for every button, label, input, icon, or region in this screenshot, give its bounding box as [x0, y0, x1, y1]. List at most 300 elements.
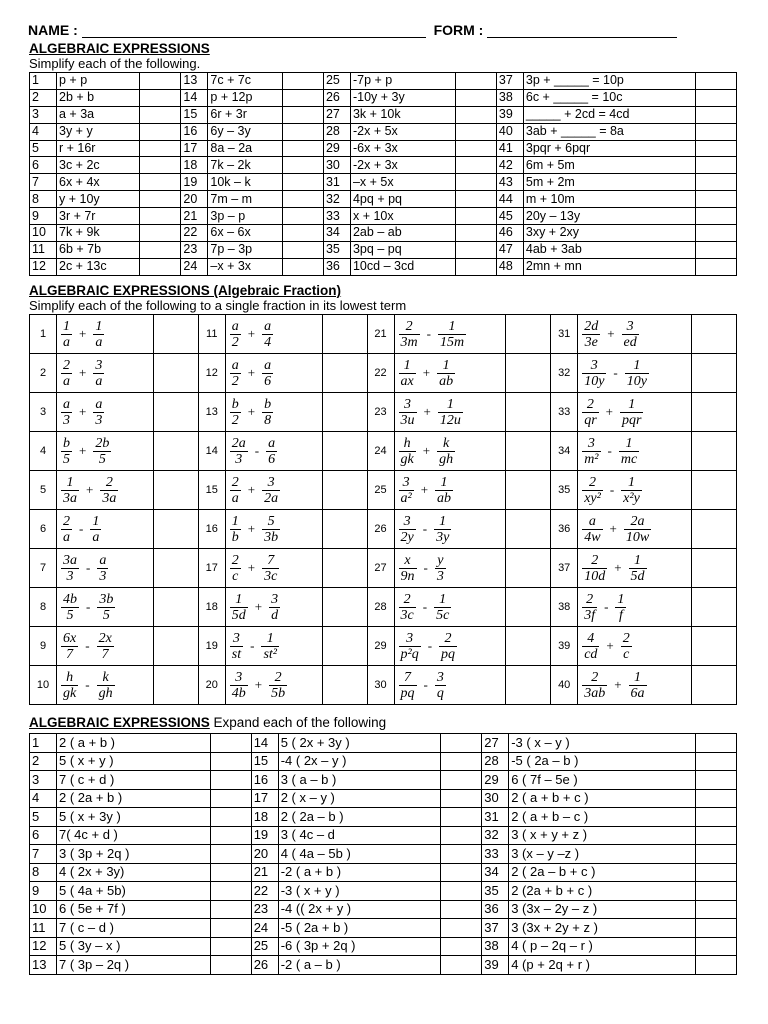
answer-cell[interactable] [153, 471, 198, 510]
question-number: 11 [198, 315, 225, 354]
question-number: 36 [482, 900, 509, 919]
answer-cell[interactable] [696, 258, 737, 275]
answer-cell[interactable] [455, 258, 496, 275]
numerator: h [399, 436, 416, 452]
question-number: 24 [251, 919, 278, 938]
answer-cell[interactable] [696, 140, 737, 157]
answer-cell[interactable] [696, 863, 737, 882]
question-number: 15 [181, 106, 208, 123]
answer-cell[interactable] [455, 241, 496, 258]
question-number: 12 [30, 937, 57, 956]
answer-cell[interactable] [696, 106, 737, 123]
answer-cell[interactable] [506, 549, 551, 588]
denominator: 8 [264, 412, 272, 428]
answer-cell[interactable] [692, 627, 737, 666]
fraction-expression [578, 315, 692, 354]
question-expression: 3p + _____ = 10p [523, 73, 695, 90]
answer-cell[interactable] [696, 225, 737, 242]
question-number: 31 [482, 808, 509, 827]
fraction-expression [394, 510, 506, 549]
fraction [582, 514, 602, 545]
table-row [30, 627, 737, 666]
answer-cell[interactable] [322, 627, 367, 666]
answer-cell[interactable] [210, 900, 251, 919]
answer-cell[interactable] [441, 845, 482, 864]
answer-cell[interactable] [322, 432, 367, 471]
answer-cell[interactable] [455, 225, 496, 242]
denominator: 5c [436, 607, 450, 623]
answer-cell[interactable] [282, 140, 323, 157]
question-number: 21 [367, 315, 394, 354]
table-row [30, 191, 737, 208]
answer-cell[interactable] [696, 789, 737, 808]
section1-instruction: Simplify each of the following. [29, 56, 201, 71]
denominator: 3c [400, 607, 414, 623]
answer-cell[interactable] [140, 174, 181, 191]
table-row [30, 106, 737, 123]
answer-cell[interactable] [506, 471, 551, 510]
question-expression: 5 ( 4a + 5b) [57, 882, 211, 901]
question-number: 10 [30, 666, 57, 705]
table-row [30, 510, 737, 549]
denominator: a [92, 529, 100, 545]
question-number: 41 [496, 140, 523, 157]
operator: + [79, 404, 87, 419]
operator: + [254, 677, 263, 692]
question-number: 43 [496, 174, 523, 191]
answer-cell[interactable] [153, 432, 198, 471]
answer-cell[interactable] [282, 106, 323, 123]
fraction [230, 670, 248, 701]
answer-cell[interactable] [455, 106, 496, 123]
answer-cell[interactable] [696, 882, 737, 901]
answer-cell[interactable] [455, 174, 496, 191]
operator: - [250, 638, 255, 653]
answer-cell[interactable] [322, 510, 367, 549]
answer-cell[interactable] [696, 89, 737, 106]
numerator: 3 [582, 358, 606, 374]
answer-cell[interactable] [696, 241, 737, 258]
question-expression: 5 ( 3y – x ) [57, 937, 211, 956]
table-row [30, 208, 737, 225]
question-expression: 3p – p [208, 208, 283, 225]
question-number: 13 [181, 73, 208, 90]
answer-cell[interactable] [692, 588, 737, 627]
answer-cell[interactable] [696, 900, 737, 919]
answer-cell[interactable] [506, 315, 551, 354]
question-expression: _____ + 2cd = 4cd [523, 106, 695, 123]
denominator: 5 [63, 451, 70, 467]
denominator: p²q [400, 646, 419, 662]
answer-cell[interactable] [153, 627, 198, 666]
answer-cell[interactable] [153, 666, 198, 705]
question-number: 4 [30, 432, 57, 471]
table-row [30, 588, 737, 627]
denominator: 3ab [584, 685, 606, 701]
answer-cell[interactable] [455, 157, 496, 174]
question-number: 7 [30, 845, 57, 864]
answer-cell[interactable] [696, 771, 737, 790]
operator: + [79, 365, 87, 380]
question-number: 10 [30, 900, 57, 919]
question-number: 20 [198, 666, 225, 705]
fraction [621, 475, 642, 506]
question-expression: 3r + 7r [57, 208, 140, 225]
numerator: 6x [63, 630, 77, 646]
question-number: 33 [551, 393, 578, 432]
question-number: 30 [323, 157, 350, 174]
answer-cell[interactable] [441, 919, 482, 938]
fraction [435, 670, 446, 701]
answer-cell[interactable] [441, 900, 482, 919]
question-expression: -10y + 3y [350, 89, 455, 106]
answer-cell[interactable] [210, 752, 251, 771]
answer-cell[interactable] [210, 863, 251, 882]
answer-cell[interactable] [696, 956, 737, 975]
answer-cell[interactable] [455, 123, 496, 140]
numerator: 1 [63, 318, 70, 334]
question-number: 8 [30, 588, 57, 627]
question-expression: -4 ( 2x – y ) [278, 752, 441, 771]
denominator: 5b [271, 685, 286, 701]
answer-cell[interactable] [322, 393, 367, 432]
answer-cell[interactable] [441, 937, 482, 956]
answer-cell[interactable] [153, 354, 198, 393]
answer-cell[interactable] [282, 157, 323, 174]
question-number: 6 [30, 510, 57, 549]
answer-cell[interactable] [455, 73, 496, 90]
fraction [61, 592, 79, 623]
answer-cell[interactable] [696, 208, 737, 225]
question-number: 12 [30, 258, 57, 275]
denominator: 2a [264, 490, 279, 506]
question-number: 6 [30, 157, 57, 174]
answer-cell[interactable] [696, 734, 737, 753]
denominator: f [618, 607, 623, 623]
answer-cell[interactable] [692, 666, 737, 705]
question-number: 32 [551, 354, 578, 393]
numerator: k [97, 670, 115, 686]
answer-cell[interactable] [696, 174, 737, 191]
question-expression: 6b + 7b [57, 241, 140, 258]
answer-cell[interactable] [506, 627, 551, 666]
question-number: 15 [198, 471, 225, 510]
form-label: FORM : [433, 22, 484, 38]
question-number: 14 [198, 432, 225, 471]
answer-cell[interactable] [441, 752, 482, 771]
numerator: 1 [621, 475, 642, 491]
answer-cell[interactable] [210, 919, 251, 938]
answer-cell[interactable] [153, 315, 198, 354]
answer-cell[interactable] [696, 845, 737, 864]
fraction-expression [578, 627, 692, 666]
answer-cell[interactable] [696, 752, 737, 771]
section3-instruction: Expand each of the following [213, 715, 387, 730]
answer-cell[interactable] [282, 258, 323, 275]
denominator: 3 [95, 412, 103, 428]
answer-cell[interactable] [282, 123, 323, 140]
answer-cell[interactable] [692, 549, 737, 588]
answer-cell[interactable] [140, 123, 181, 140]
section2-instruction: Simplify each of the following to a single fraction in its lowest term [29, 298, 407, 313]
denominator: gk [400, 451, 414, 467]
answer-cell[interactable] [692, 432, 737, 471]
denominator: d [271, 607, 279, 623]
question-number: 19 [198, 627, 225, 666]
denominator: gh [98, 685, 113, 701]
answer-cell[interactable] [692, 510, 737, 549]
question-number: 36 [551, 510, 578, 549]
numerator: k [437, 436, 455, 452]
answer-cell[interactable] [692, 315, 737, 354]
answer-cell[interactable] [153, 510, 198, 549]
answer-cell[interactable] [140, 106, 181, 123]
question-number: 26 [367, 510, 394, 549]
table-row [30, 123, 737, 140]
answer-cell[interactable] [441, 808, 482, 827]
answer-cell[interactable] [455, 208, 496, 225]
answer-cell[interactable] [692, 354, 737, 393]
numerator: 2 [582, 475, 603, 491]
numerator: 2d [584, 318, 599, 334]
numerator: a [268, 435, 276, 451]
numerator: 2 [231, 552, 239, 568]
answer-cell[interactable] [140, 208, 181, 225]
question-number: 22 [367, 354, 394, 393]
answer-cell[interactable] [696, 191, 737, 208]
question-expression: 7k – 2k [208, 157, 283, 174]
answer-cell[interactable] [140, 225, 181, 242]
question-expression: 4 ( 4a – 5b ) [278, 845, 441, 864]
operator: - [254, 443, 260, 458]
answer-cell[interactable] [322, 354, 367, 393]
question-expression: -6 ( 3p + 2q ) [278, 937, 441, 956]
answer-cell[interactable] [282, 73, 323, 90]
denominator: 10y [584, 373, 605, 389]
answer-cell[interactable] [506, 510, 551, 549]
question-number: 22 [181, 225, 208, 242]
answer-cell[interactable] [441, 771, 482, 790]
fraction [625, 358, 649, 389]
fraction-expression [394, 354, 506, 393]
question-expression: 2c + 13c [57, 258, 140, 275]
question-number: 27 [367, 549, 394, 588]
answer-cell[interactable] [696, 157, 737, 174]
question-expression: r + 16r [57, 140, 140, 157]
question-expression: 4 ( p – 2q – r ) [509, 937, 696, 956]
numerator: 2 [582, 592, 597, 608]
answer-cell[interactable] [455, 191, 496, 208]
question-expression: 6x – 6x [208, 225, 283, 242]
answer-cell[interactable] [696, 937, 737, 956]
question-expression: 2 ( a + b – c ) [509, 808, 696, 827]
numerator: 3 [271, 591, 279, 607]
answer-cell[interactable] [210, 882, 251, 901]
answer-cell[interactable] [441, 826, 482, 845]
answer-cell[interactable] [210, 734, 251, 753]
question-expression: 3 ( a – b ) [278, 771, 441, 790]
operator: - [426, 326, 431, 341]
answer-cell[interactable] [210, 937, 251, 956]
denominator: pq [441, 646, 456, 662]
fraction [230, 475, 241, 506]
denominator: a [95, 373, 103, 389]
answer-cell[interactable] [322, 588, 367, 627]
question-number: 13 [30, 956, 57, 975]
answer-cell[interactable] [506, 354, 551, 393]
denominator: 4b [231, 685, 246, 701]
operator: - [85, 677, 90, 692]
answer-cell[interactable] [210, 826, 251, 845]
answer-cell[interactable] [506, 588, 551, 627]
fraction [261, 631, 279, 662]
answer-cell[interactable] [441, 734, 482, 753]
answer-cell[interactable] [441, 863, 482, 882]
question-expression: 2 ( x – y ) [278, 789, 441, 808]
answer-cell[interactable] [282, 174, 323, 191]
denominator: 3e [584, 334, 598, 350]
answer-cell[interactable] [506, 666, 551, 705]
answer-cell[interactable] [140, 258, 181, 275]
numerator: a [582, 514, 602, 530]
answer-cell[interactable] [210, 789, 251, 808]
answer-cell[interactable] [282, 225, 323, 242]
denominator: 5 [98, 451, 106, 467]
operator: + [247, 404, 256, 419]
name-blank[interactable] [82, 23, 426, 38]
denominator: 3c [264, 568, 278, 584]
answer-cell[interactable] [455, 89, 496, 106]
fraction-expression [578, 588, 692, 627]
fraction-expression [225, 393, 322, 432]
answer-cell[interactable] [441, 882, 482, 901]
answer-cell[interactable] [210, 808, 251, 827]
question-number: 25 [323, 73, 350, 90]
answer-cell[interactable] [282, 208, 323, 225]
question-number: 42 [496, 157, 523, 174]
question-expression: a + 3a [57, 106, 140, 123]
answer-cell[interactable] [210, 771, 251, 790]
answer-cell[interactable] [153, 393, 198, 432]
answer-cell[interactable] [322, 549, 367, 588]
question-number: 25 [367, 471, 394, 510]
answer-cell[interactable] [696, 73, 737, 90]
fraction [262, 358, 273, 389]
denominator: a [63, 529, 70, 545]
fraction-expression [394, 549, 506, 588]
numerator: 2 [582, 553, 607, 569]
fraction [97, 553, 108, 584]
fraction [399, 475, 414, 506]
answer-cell[interactable] [506, 432, 551, 471]
answer-cell[interactable] [455, 140, 496, 157]
numerator: h [61, 670, 78, 686]
answer-cell[interactable] [441, 789, 482, 808]
question-expression: -6x + 3x [350, 140, 455, 157]
question-number: 2 [30, 354, 57, 393]
fraction [230, 397, 241, 428]
denominator: 3f [584, 607, 596, 623]
answer-cell[interactable] [441, 956, 482, 975]
answer-cell[interactable] [696, 919, 737, 938]
question-number: 29 [323, 140, 350, 157]
answer-cell[interactable] [140, 140, 181, 157]
operator: + [247, 365, 256, 380]
answer-cell[interactable] [140, 191, 181, 208]
question-number: 35 [323, 241, 350, 258]
fraction-expression [225, 588, 322, 627]
fraction [93, 397, 104, 428]
answer-cell[interactable] [322, 315, 367, 354]
question-expression: 3pq – pq [350, 241, 455, 258]
question-expression: 4pq + pq [350, 191, 455, 208]
answer-cell[interactable] [692, 393, 737, 432]
answer-cell[interactable] [696, 826, 737, 845]
fraction-expression [578, 549, 692, 588]
denominator: a [63, 373, 70, 389]
fraction [629, 553, 647, 584]
answer-cell[interactable] [282, 89, 323, 106]
question-expression: 4ab + 3ab [523, 241, 695, 258]
answer-cell[interactable] [692, 471, 737, 510]
numerator: 2a [231, 435, 246, 451]
answer-cell[interactable] [140, 89, 181, 106]
answer-cell[interactable] [696, 808, 737, 827]
denominator: q [436, 685, 444, 701]
fraction-expression [57, 471, 154, 510]
fraction [262, 319, 273, 350]
answer-cell[interactable] [140, 157, 181, 174]
answer-cell[interactable] [506, 393, 551, 432]
answer-cell[interactable] [696, 123, 737, 140]
question-number: 10 [30, 225, 57, 242]
question-expression: 5 ( x + 3y ) [57, 808, 211, 827]
table-row [30, 752, 737, 771]
answer-cell[interactable] [282, 241, 323, 258]
answer-cell[interactable] [140, 241, 181, 258]
denominator: 5 [102, 607, 110, 623]
fraction [582, 475, 603, 506]
answer-cell[interactable] [210, 956, 251, 975]
question-number: 9 [30, 208, 57, 225]
fraction [435, 475, 453, 506]
operator: + [609, 521, 617, 536]
answer-cell[interactable] [153, 588, 198, 627]
question-expression: 7 ( c + d ) [57, 771, 211, 790]
question-number: 5 [30, 140, 57, 157]
question-expression: -3 ( x + y ) [278, 882, 441, 901]
numerator: b [264, 396, 272, 412]
form-blank[interactable] [487, 23, 677, 38]
operator: + [614, 560, 622, 575]
denominator: 3a [102, 490, 117, 506]
answer-cell[interactable] [210, 845, 251, 864]
answer-cell[interactable] [140, 73, 181, 90]
answer-cell[interactable] [282, 191, 323, 208]
table-row [30, 471, 737, 510]
question-number: 23 [251, 900, 278, 919]
denominator: 3y [436, 529, 450, 545]
question-number: 45 [496, 208, 523, 225]
question-number: 33 [482, 845, 509, 864]
question-number: 5 [30, 808, 57, 827]
answer-cell[interactable] [322, 471, 367, 510]
fraction [93, 319, 104, 350]
answer-cell[interactable] [153, 549, 198, 588]
question-number: 8 [30, 191, 57, 208]
answer-cell[interactable] [322, 666, 367, 705]
question-expression: 4 (p + 2q + r ) [509, 956, 696, 975]
